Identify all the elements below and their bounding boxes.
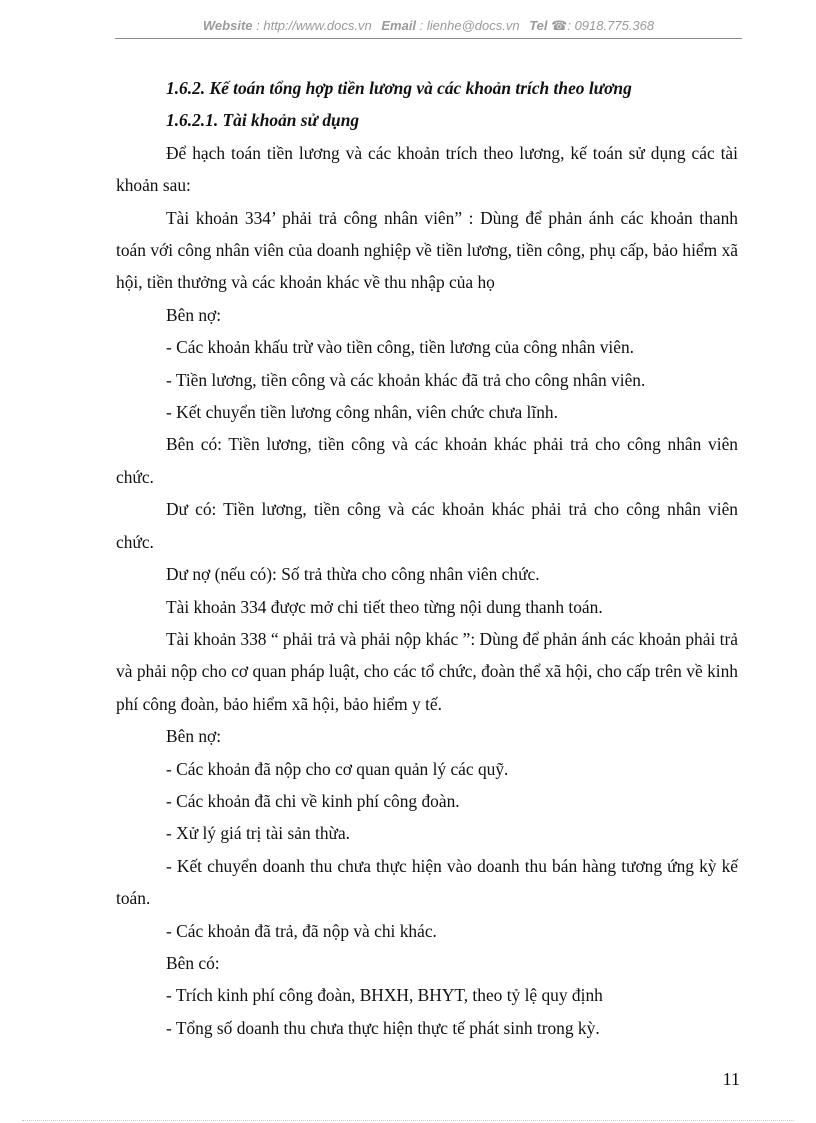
document-body [116,72,738,1044]
list-item: - Kết chuyển tiền lương công nhân, viên chức chưa lĩnh. [166,402,558,423]
list-item: - Trích kinh phí công đoàn, BHXH, BHYT, theo tỷ lệ quy định [166,985,603,1006]
subsection-heading: 1.6.2.1. Tài khoản sử dụng [166,110,360,131]
list-item: - Xử lý giá trị tài sản thừa. [166,823,351,844]
paragraph: Bên có: Tiền lương, tiền công và các khoản khác phải trả cho công nhân viên chức. [116,434,738,487]
list-item: - Kết chuyển doanh thu chưa thực hiện vào doanh thu bán hàng tương ứng kỳ kế toán. [116,855,738,909]
paragraph: Bên nợ: [166,304,222,325]
paragraph: Bên nợ: [166,726,222,747]
email-value: : lienhe@docs.vn [419,18,520,33]
tel-label: Tel [529,18,548,33]
website-label: Website [202,18,253,33]
page-header [115,17,742,35]
paragraph: Tài khoản 338 “ phải trả và phải nộp khác ”: Dùng để phản ánh các khoản phải trả và phải nộp cho cơ quan pháp luật, cho các tổ chức, đoàn thể xã hội, cho cấp trên về kinh phí công đoàn, bảo hiểm xã hội, bảo hiểm y tế. [116,628,738,714]
paragraph: Bên có: [166,952,220,973]
email-label: Email [381,18,417,33]
paragraph: Để hạch toán tiền lương và các khoản trích theo lương, kế toán sử dụng các tài khoản sau: [116,142,738,196]
header-rule [115,38,742,39]
list-item: - Các khoản đã nộp cho cơ quan quản lý các quỹ. [166,758,509,779]
list-item: - Các khoản khấu trừ vào tiền công, tiền lương của công nhân viên. [166,337,634,358]
list-item: - Các khoản đã chi về kinh phí công đoàn. [166,790,460,811]
paragraph: Dư nợ (nếu có): Số trả thừa cho công nhân viên chức. [166,564,540,585]
paragraph: Dư có: Tiền lương, tiền công và các khoản khác phải trả cho công nhân viên chức. [116,499,738,552]
section-heading: 1.6.2. Kế toán tổng hợp tiền lương và các khoản trích theo lương [166,78,632,98]
list-item: - Tổng số doanh thu chưa thực hiện thực tế phát sinh trong kỳ. [166,1017,600,1038]
page-number: 11 [722,1069,740,1089]
website-url: : http://www.docs.vn [256,18,372,33]
footer-rule [22,1120,794,1121]
list-item: - Tiền lương, tiền công và các khoản khác đã trả cho công nhân viên. [166,369,646,390]
paragraph: Tài khoản 334 được mở chi tiết theo từng nội dung thanh toán. [166,596,603,617]
list-item: - Các khoản đã trả, đã nộp và chi khác. [166,920,437,941]
tel-value: ☎: 0918.775.368 [551,18,655,33]
paragraph: Tài khoản 334’ phải trả công nhân viên” : Dùng để phản ánh các khoản thanh toán với công nhân viên của doanh nghiệp về tiền lương, tiền công, phụ cấp, bảo hiểm xã hội, tiền thưởng và các khoản khác về thu nhập của họ [116,207,738,293]
